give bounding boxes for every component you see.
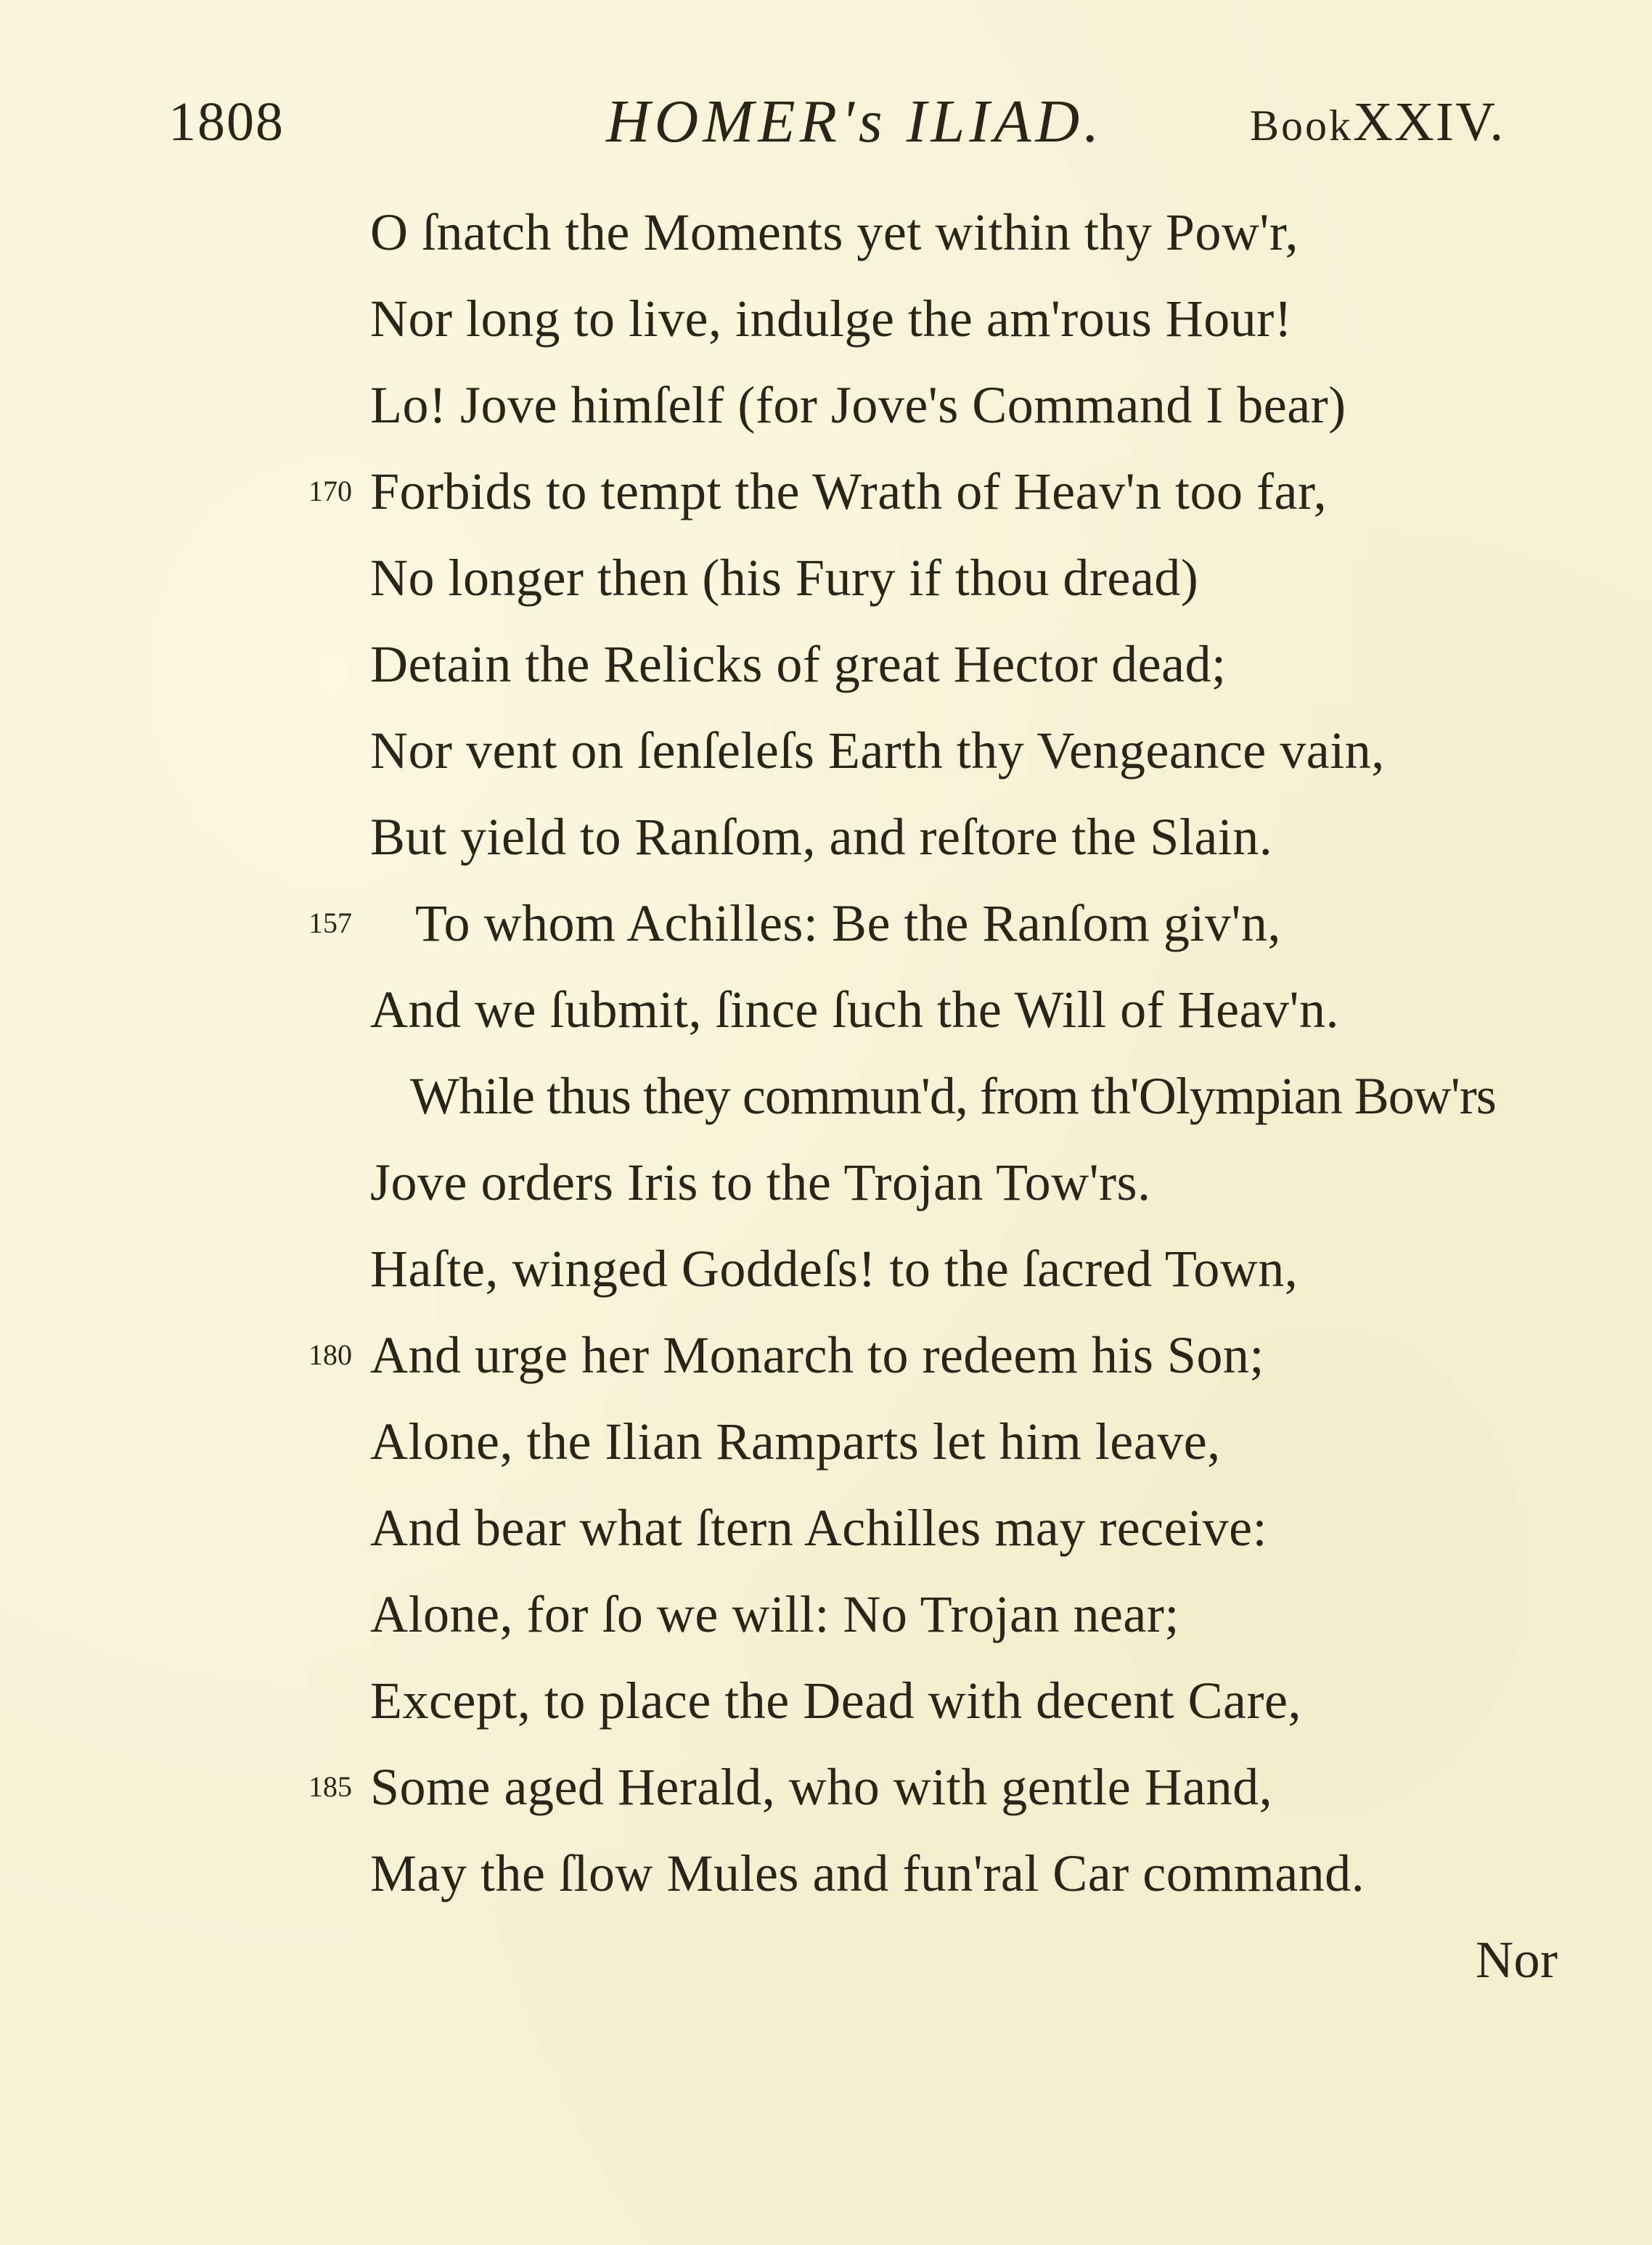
catchword: Nor bbox=[1476, 1931, 1558, 1989]
verse-line: Some aged Herald, who with gentle Hand, bbox=[370, 1758, 1273, 1816]
verse-line: And bear what ſtern Achilles may receive: bbox=[370, 1499, 1268, 1557]
line-number: 185 bbox=[308, 1770, 352, 1803]
verse-line: Nor long to live, indulge the am'rous Hour! bbox=[370, 290, 1293, 348]
verse-line: And urge her Monarch to redeem his Son; bbox=[370, 1326, 1264, 1384]
verse-line: But yield to Ranſom, and reſtore the Slain. bbox=[370, 808, 1273, 866]
verse-line: Haſte, winged Goddeſs! to the ſacred Town, bbox=[370, 1240, 1299, 1298]
verse-line: To whom Achilles: Be the Ranſom giv'n, bbox=[415, 894, 1281, 952]
running-title: HOMER's ILIAD. bbox=[606, 88, 1104, 155]
verse-line: And we ſubmit, ſince ſuch the Will of Heav'n. bbox=[370, 981, 1339, 1039]
book-numeral: XXIV. bbox=[1353, 91, 1505, 152]
verse-line: Nor vent on ſenſeleſs Earth thy Vengeance vain, bbox=[370, 721, 1385, 780]
line-number: 180 bbox=[308, 1338, 352, 1371]
verse-line: No longer then (his Fury if thou dread) bbox=[370, 549, 1199, 607]
verse-line: Alone, for ſo we will: No Trojan near; bbox=[370, 1585, 1179, 1643]
verse-line: May the ſlow Mules and fun'ral Car command. bbox=[370, 1844, 1365, 1902]
verse-line: While thus they commun'd, from th'Olympian Bow'rs bbox=[410, 1067, 1496, 1125]
verse-line: Lo! Jove himſelf (for Jove's Command I bear) bbox=[370, 376, 1346, 434]
verse-line: Jove orders Iris to the Trojan Tow'rs. bbox=[370, 1153, 1151, 1211]
verse-line: O ſnatch the Moments yet within thy Pow'r, bbox=[370, 203, 1299, 261]
verse-line: Alone, the Ilian Ramparts let him leave, bbox=[370, 1412, 1221, 1471]
page-number: 1808 bbox=[168, 91, 285, 152]
book-word: Book bbox=[1250, 102, 1354, 150]
verse-line: Forbids to tempt the Wrath of Heav'n too far, bbox=[370, 462, 1328, 520]
book-label bbox=[1250, 86, 1505, 162]
verse-line: Detain the Relicks of great Hector dead; bbox=[370, 635, 1227, 693]
line-number: 157 bbox=[308, 907, 352, 939]
line-number: 170 bbox=[308, 475, 352, 507]
verse-line: Except, to place the Dead with decent Care, bbox=[370, 1672, 1301, 1730]
running-header bbox=[0, 86, 1652, 165]
